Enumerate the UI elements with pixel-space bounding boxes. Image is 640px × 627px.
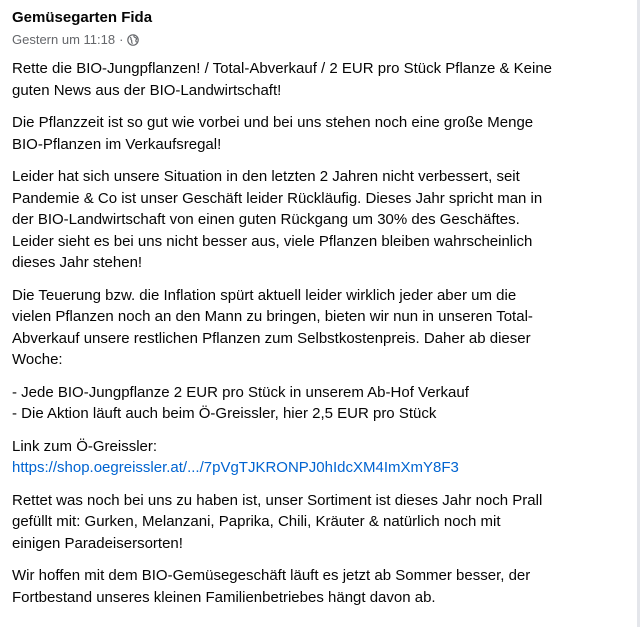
paragraph-3 — [12, 166, 628, 274]
text-line: dieses Jahr stehen! — [12, 254, 143, 271]
paragraph-4 — [12, 285, 628, 371]
text-line: Leider sieht es bei uns nicht besser aus, viele Pflanzen bleiben wahrscheinlich — [12, 232, 533, 250]
paragraph-2 — [12, 112, 628, 155]
text-line: Woche: — [12, 351, 63, 368]
text-line: der BIO-Landwirtschaft von einen guten Rückgang um 30% des Geschäftes. — [12, 211, 520, 228]
text-line: Rette die BIO-Jungpflanzen! / Total-Abverkauf / 2 EUR pro Stück Pflanze & Keine — [12, 60, 553, 77]
text-line: Link zum Ö-Greissler: — [12, 437, 158, 455]
text-line: BIO-Pflanzen im Verkaufsregal! — [12, 135, 222, 153]
author-name[interactable]: Gemüsegarten Fida — [12, 9, 153, 26]
text-line: Wir hoffen mit dem BIO-Gemüsegeschäft läuft es jetzt ab Sommer besser, der — [12, 567, 531, 584]
shop-link[interactable]: https://shop.oegreissler.at/.../7pVgTJKRONPJ0hIdcXM4ImXmY8F3 — [12, 459, 459, 476]
text-line: Fortbestand unseres kleinen Familienbetriebes hängt davon ab. — [12, 588, 436, 606]
post-timestamp[interactable]: Gestern um 11:18 — [12, 32, 116, 47]
paragraph-5 — [12, 382, 628, 425]
post-header — [12, 8, 628, 58]
text-line: Die Teuerung bzw. die Inflation spürt aktuell leider wirklich jeder aber um die — [12, 286, 517, 304]
text-line: Leider hat sich unsere Situation in den letzten 2 Jahren nicht verbessert, seit — [12, 168, 520, 185]
paragraph-8 — [12, 565, 628, 608]
meta-separator: · — [119, 32, 124, 47]
text-line: gefüllt mit: Gurken, Melanzani, Paprika, Chili, Kräuter & natürlich noch mit — [12, 513, 501, 530]
text-line: - Die Aktion läuft auch beim Ö-Greissler, hier 2,5 EUR pro Stück — [12, 405, 437, 422]
text-line: Pandemie & Co ist unser Geschäft leider Rückläufig. Dieses Jahr spricht man in — [12, 189, 543, 207]
text-line: einigen Paradeisersorten! — [12, 534, 183, 552]
text-line: Die Pflanzzeit ist so gut wie vorbei und bei uns stehen noch eine große Menge — [12, 114, 534, 131]
text-line: - Jede BIO-Jungpflanze 2 EUR pro Stück in unserem Ab-Hof Verkauf — [12, 383, 469, 401]
paragraph-7 — [12, 490, 628, 555]
text-line: Rettet was noch bei uns zu haben ist, unser Sortiment ist dieses Jahr noch Prall — [12, 491, 543, 509]
text-line: Abverkauf unsere restlichen Pflanzen zum Selbstkostenpreis. Daher ab dieser — [12, 329, 531, 347]
post-body — [12, 58, 628, 608]
text-line: vielen Pflanzen noch an den Mann zu bringen, bieten wir nun in unseren Total- — [12, 308, 533, 325]
paragraph-1 — [12, 58, 628, 101]
text-line: guten News aus der BIO-Landwirtschaft! — [12, 81, 282, 99]
paragraph-6 — [12, 436, 628, 479]
post-meta — [12, 32, 628, 48]
globe-icon[interactable] — [127, 34, 139, 46]
